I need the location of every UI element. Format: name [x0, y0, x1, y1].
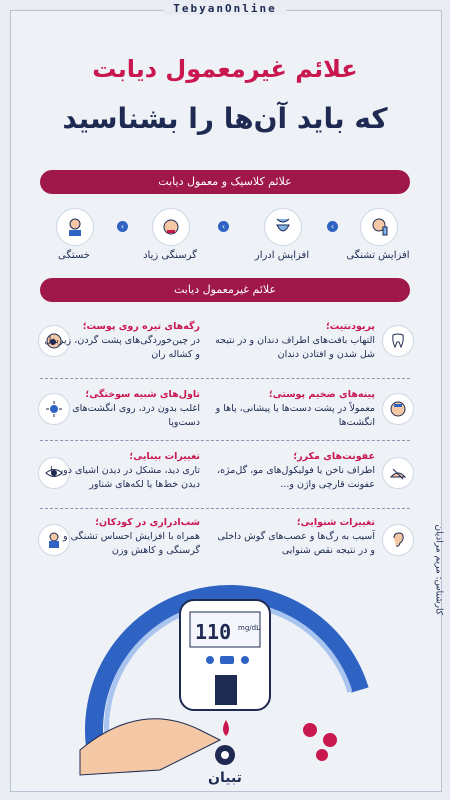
divider: [40, 508, 410, 509]
symptom-infections: عفونت‌های مکرر؛ اطراف ناخن یا فولیکول‌های مو، گل‌مژه، عفونت قارچی واژن و...: [217, 451, 375, 490]
chevron-left-icon: ‹: [218, 221, 229, 232]
page-title-line2: که باید آن‌ها را بشناسید: [62, 102, 388, 135]
glucose-unit: mg/dL: [238, 624, 260, 632]
classic-label-thirst: افزایش تشنگی: [346, 250, 410, 261]
chevron-left-icon: ‹: [327, 221, 338, 232]
symptom-blisters: تاول‌های شبیه سوختگی؛ اغلب بدون درد، روی انگشت‌های دست‌و‌پا: [72, 389, 200, 428]
hunger-icon: [152, 208, 190, 246]
divider: [40, 440, 410, 441]
symptom-thick-skin: پینه‌های ضخیم پوستی؛ معمولاً در پشت دست‌ها یا پیشانی، پاها و انگشت‌ها: [215, 389, 375, 428]
symptom-periodontitis: پریودنتیت؛ التهاب بافت‌های اطراف دندان و در نتیجه شل شدن و افتادن دندان: [215, 321, 375, 360]
tooth-icon: [382, 325, 414, 357]
divider: [40, 378, 410, 379]
chevron-left-icon: ‹: [117, 221, 128, 232]
symptom-hearing: تغییرات شنوایی؛ آسیب به رگ‌ها و عصب‌های گوش داخلی و در نتیجه نقص شنوایی: [217, 517, 375, 556]
classic-section-header: علائم کلاسیک و معمول دیابت: [40, 170, 410, 194]
footer-logo: تبیان: [208, 770, 242, 786]
credit-label: کارشناس: مریم مرادیان: [434, 524, 444, 615]
symptom-bedwetting: شب‌ادراری در کودکان؛ همراه با افزایش احساس تشنگی و گرسنگی و کاهش وزن: [62, 517, 200, 556]
thirst-icon: [360, 208, 398, 246]
glucometer-illustration: [60, 580, 390, 780]
classic-label-hunger: گرسنگی زیاد: [143, 250, 197, 261]
glucose-reading: 110: [195, 620, 232, 644]
bladder-icon: [264, 208, 302, 246]
fatigue-icon: [56, 208, 94, 246]
classic-label-fatigue: خستگی: [58, 250, 90, 261]
brand-label: TebyanOnline: [163, 2, 286, 15]
unusual-section-header: علائم غیرمعمول دیابت: [40, 278, 410, 302]
face-patch-icon: [382, 393, 414, 425]
page-title-line1: علائم غیرمعمول دیابت: [92, 55, 358, 83]
classic-label-urination: افزایش ادرار: [254, 250, 310, 261]
symptom-vision: تغییرات بینایی؛ تاری دید، مشکل در دیدن اشیای دور یا دیدن خط‌ها یا لکه‌های شناور: [49, 451, 200, 490]
ear-icon: [382, 524, 414, 556]
foot-infection-icon: [382, 457, 414, 489]
symptom-dark-patches: رگه‌های تیره روی پوست؛ در چین‌خوردگی‌های پشت گردن، زیربغل و کشاله ران: [44, 321, 200, 360]
